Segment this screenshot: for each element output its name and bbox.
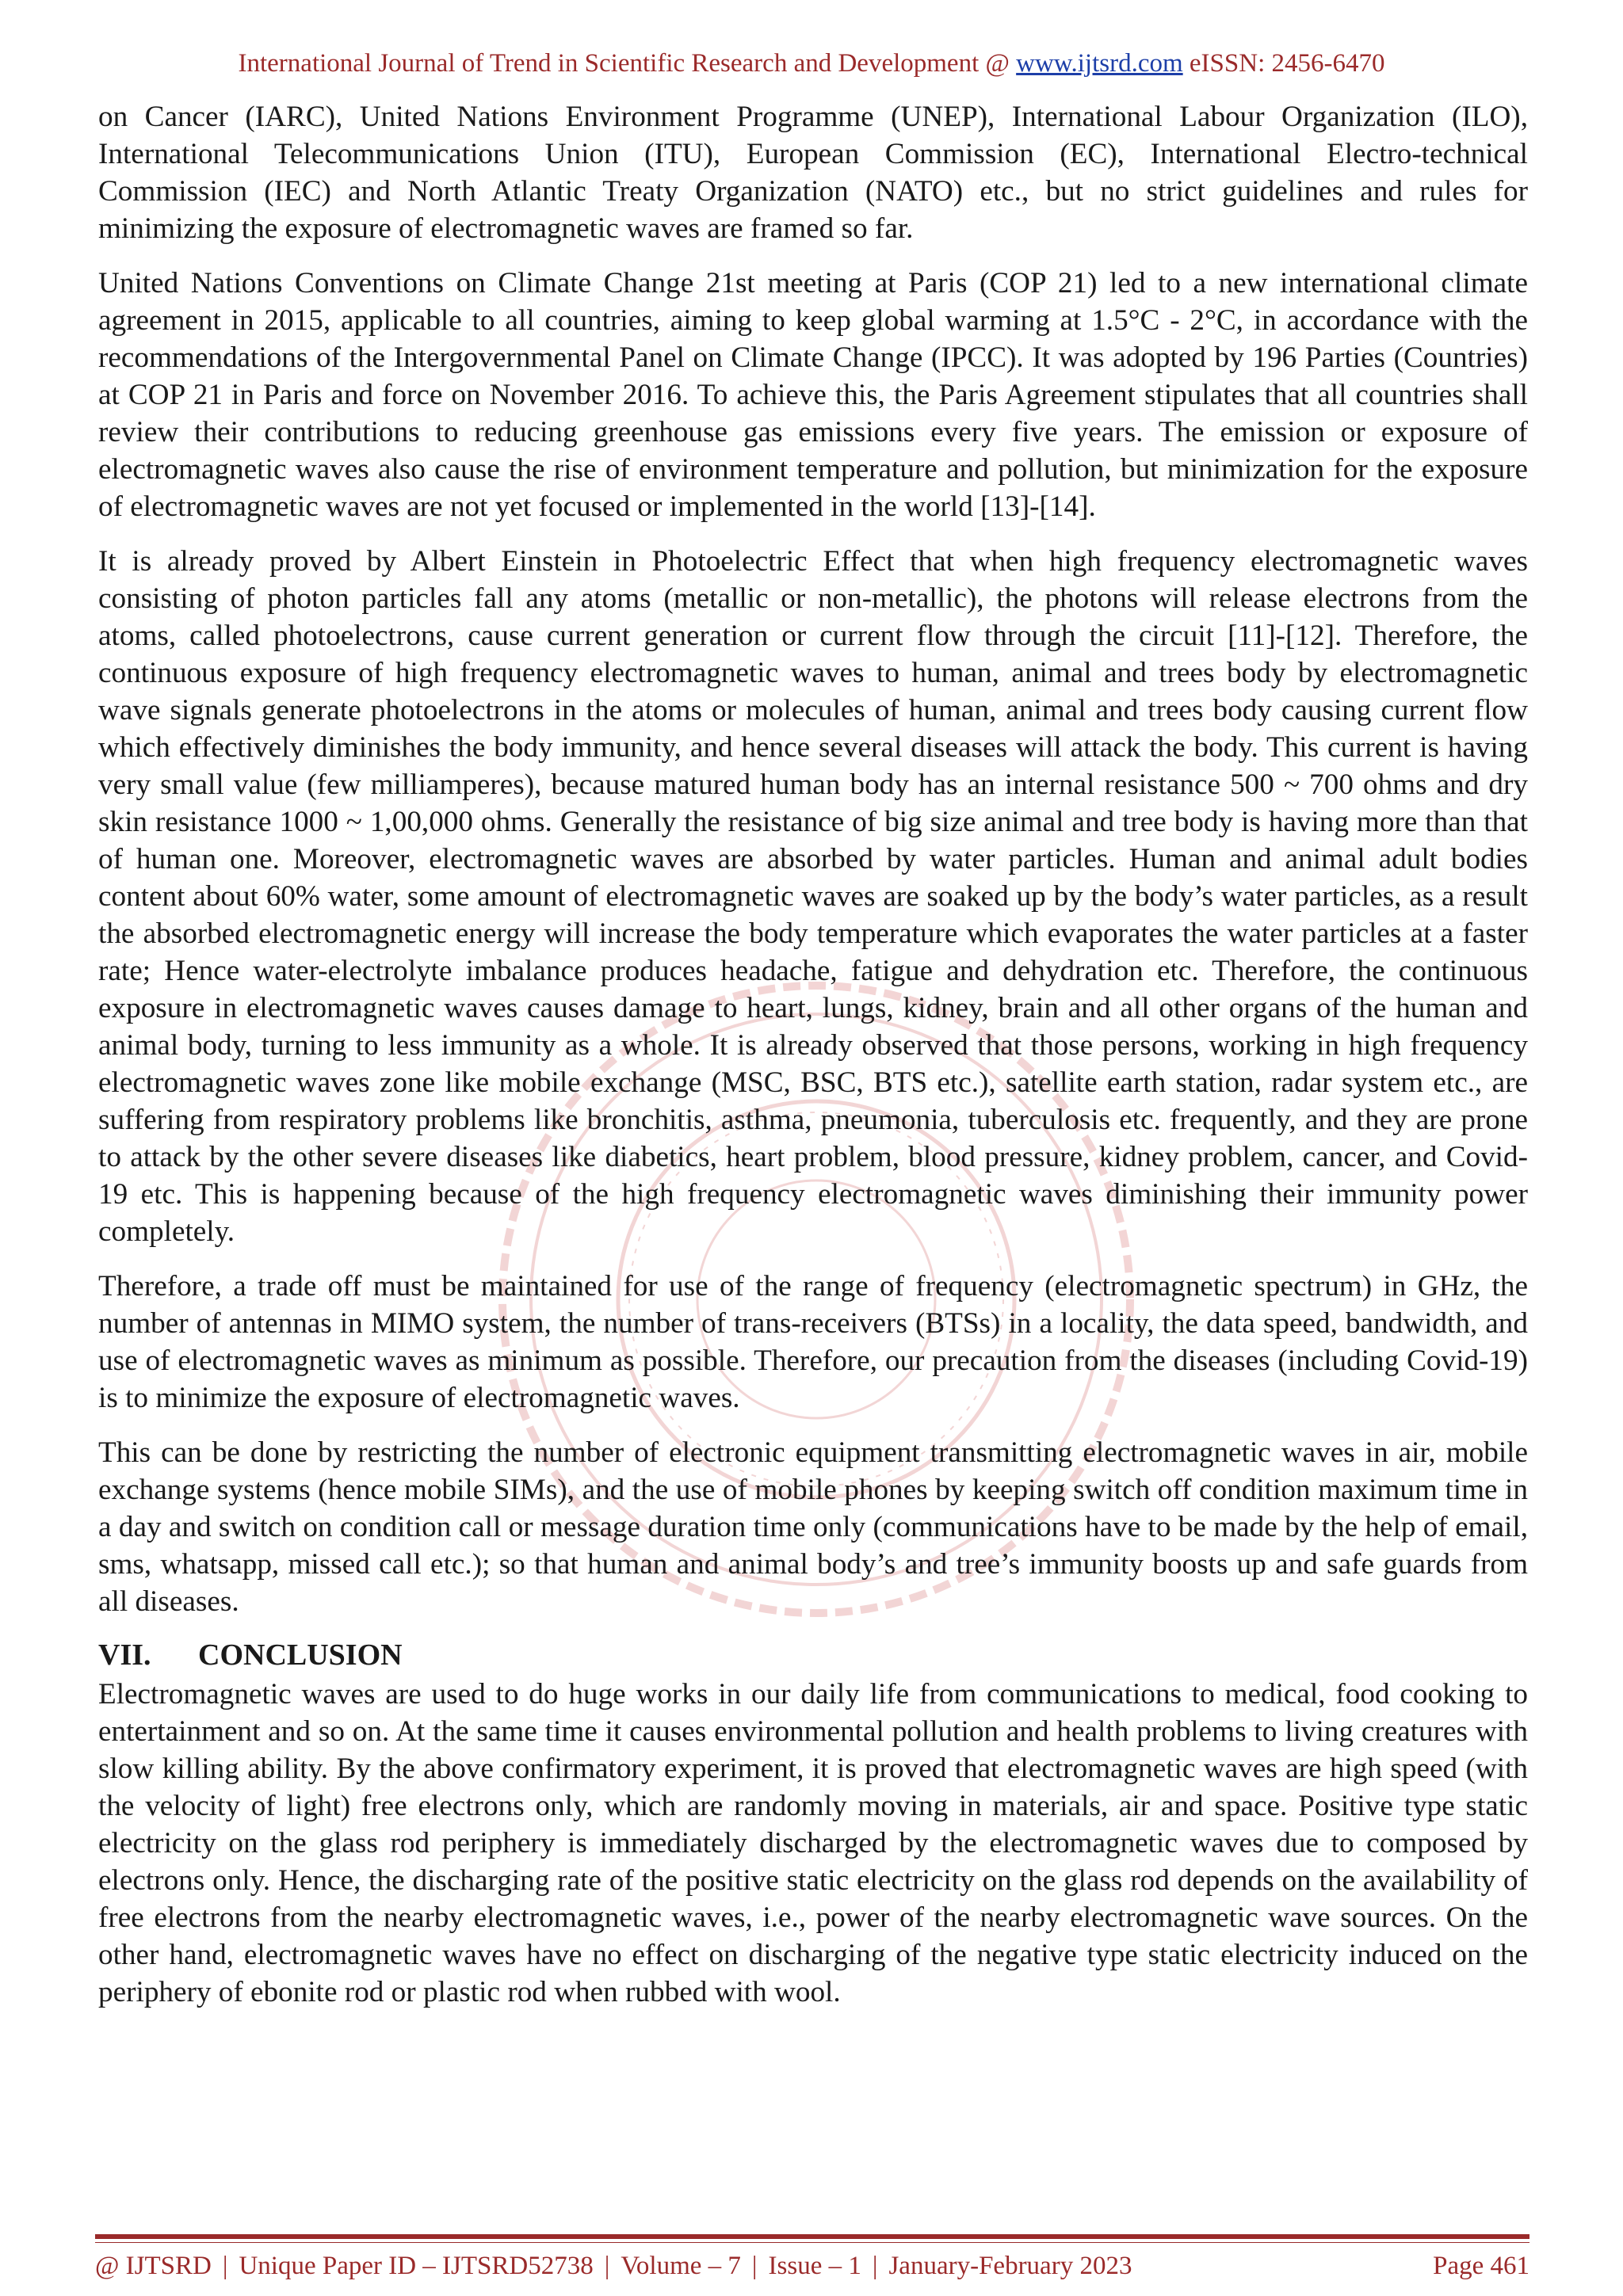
footer-separator: | [751, 2252, 758, 2280]
footer-issue: Issue – 1 [768, 2252, 861, 2280]
footer-page-number: Page 461 [1433, 2252, 1529, 2280]
running-header [0, 49, 1623, 78]
body-paragraph: on Cancer (IARC), United Nations Environment Programme (UNEP), International Labour Organization (ILO), International Telecommunications Union (ITU), European Commission (EC), International Electro-technical Commission (IEC) and North Atlantic Treaty Organization (NATO) etc., but no strict guidelines and rules for minimizing the exposure of electromagnetic waves are framed so far. [98, 101, 1528, 245]
body-paragraph: This can be done by restricting the number of electronic equipment transmitting electromagnetic waves in air, mobile exchange systems (hence mobile SIMs), and the use of mobile phones by keeping switch off condition maximum time in a day and switch on condition call or message duration time only (communications have to be made by the help of email, sms, whatsapp, missed call etc.); so that human and animal body’s and tree’s immunity boosts up and safe guards from all diseases. [98, 1436, 1528, 1618]
header-journal-link[interactable]: www.ijtsrd.com [1016, 49, 1183, 78]
header-eissn: eISSN: 2456-6470 [1182, 49, 1385, 78]
section-heading-conclusion [98, 1638, 1528, 1672]
footer-separator: | [604, 2252, 610, 2280]
footer-rule [95, 2234, 1529, 2239]
page-footer [95, 2252, 1529, 2281]
footer-journal: @ IJTSRD [95, 2252, 212, 2280]
footer-date: January-February 2023 [888, 2252, 1132, 2280]
body-paragraph: Therefore, a trade off must be maintained for use of the range of frequency (electromagnetic spectrum) in GHz, the number of antennas in MIMO system, the number of trans-receivers (BTSs) in a locality, the data speed, bandwidth, and use of electromagnetic waves as minimum as possible. Therefore, our precaution from the diseases (including Covid-19) is to minimize the exposure of electromagnetic waves. [98, 1270, 1528, 1414]
footer-separator: | [872, 2252, 878, 2280]
body-paragraph: United Nations Conventions on Climate Change 21st meeting at Paris (COP 21) led to a new international climate agreement in 2015, applicable to all countries, aiming to keep global warming at 1.5°C - 2°C, in accordance with the recommendations of the Intergovernmental Panel on Climate Change (IPCC). It was adopted by 196 Parties (Countries) at COP 21 in Paris and force on November 2016. To achieve this, the Paris Agreement stipulates that all countries shall review their contributions to reducing greenhouse gas emissions every five years. The emission or exposure of electromagnetic waves also cause the rise of environment temperature and pollution, but minimization for the exposure of electromagnetic waves are not yet focused or implemented in the world [13]-[14]. [98, 267, 1528, 523]
header-journal-name: International Journal of Trend in Scientific Research and Development @ [238, 49, 1017, 78]
body-paragraph: It is already proved by Albert Einstein in Photoelectric Effect that when high frequency electromagnetic waves consisting of photon particles fall any atoms (metallic or non-metallic), the photons will release electrons from the atoms, called photoelectrons, cause current generation or current flow through the circuit [11]-[12]. Therefore, the continuous exposure of high frequency electromagnetic waves to human, animal and trees body by electromagnetic wave signals generate photoelectrons in the atoms or molecules of human, animal and trees body causing current flow which effectively diminishes the body immunity, and hence several diseases will attack the body. This current is having very small value (few milliamperes), because matured human body has an internal resistance 500 ~ 700 ohms and dry skin resistance 1000 ~ 1,00,000 ohms. Generally the resistance of big size animal and tree body is having more than that of human one. Moreover, electromagnetic waves are absorbed by water particles. Human and animal adult bodies content about 60% water, some amount of electromagnetic waves are soaked up by the body’s water particles, as a result the absorbed electromagnetic energy will increase the body temperature which evaporates the water particles at a faster rate; Hence water-electrolyte imbalance produces headache, fatigue and dehydration etc. Therefore, the continuous exposure in electromagnetic waves causes damage to heart, lungs, kidney, brain and all other organs of the human and animal body, turning to less immunity as a whole. It is already observed that those persons, working in high frequency electromagnetic waves zone like mobile exchange (MSC, BSC, BTS etc.), satellite earth station, radar system etc., are suffering from respiratory problems like bronchitis, asthma, pneumonia, tuberculosis etc. frequently, and they are prone to attack by the other severe diseases like diabetics, heart problem, blood pressure, kidney problem, cancer, and Covid-19 etc. This is happening because of the high frequency electromagnetic waves diminishing their immunity power completely. [98, 545, 1528, 1248]
footer-paper-id: Unique Paper ID – IJTSRD52738 [239, 2252, 594, 2280]
section-title: CONCLUSION [198, 1638, 403, 1672]
footer-rule-thin [95, 2242, 1529, 2243]
body-text [98, 98, 1528, 2028]
footer-separator: | [222, 2252, 228, 2280]
section-number: VII. [98, 1638, 151, 1672]
footer-volume: Volume – 7 [621, 2252, 741, 2280]
conclusion-paragraph: Electromagnetic waves are used to do huge works in our daily life from communications to medical, food cooking to entertainment and so on. At the same time it causes environmental pollution and health problems to living creatures with slow killing ability. By the above confirmatory experiment, it is proved that electromagnetic waves are high speed (with the velocity of light) free electrons only, which are randomly moving in materials, air and space. Positive type static electricity on the glass rod periphery is immediately discharged by the electromagnetic waves due to composed by electrons only. Hence, the discharging rate of the positive static electricity on the glass rod depends on the availability of free electrons from the nearby electromagnetic waves, i.e., power of the nearby electromagnetic wave sources. On the other hand, electromagnetic waves have no effect on discharging of the negative type static electricity induced on the periphery of ebonite rod or plastic rod when rubbed with wool. [98, 1678, 1528, 2008]
footer-publication-info [95, 2252, 1132, 2281]
